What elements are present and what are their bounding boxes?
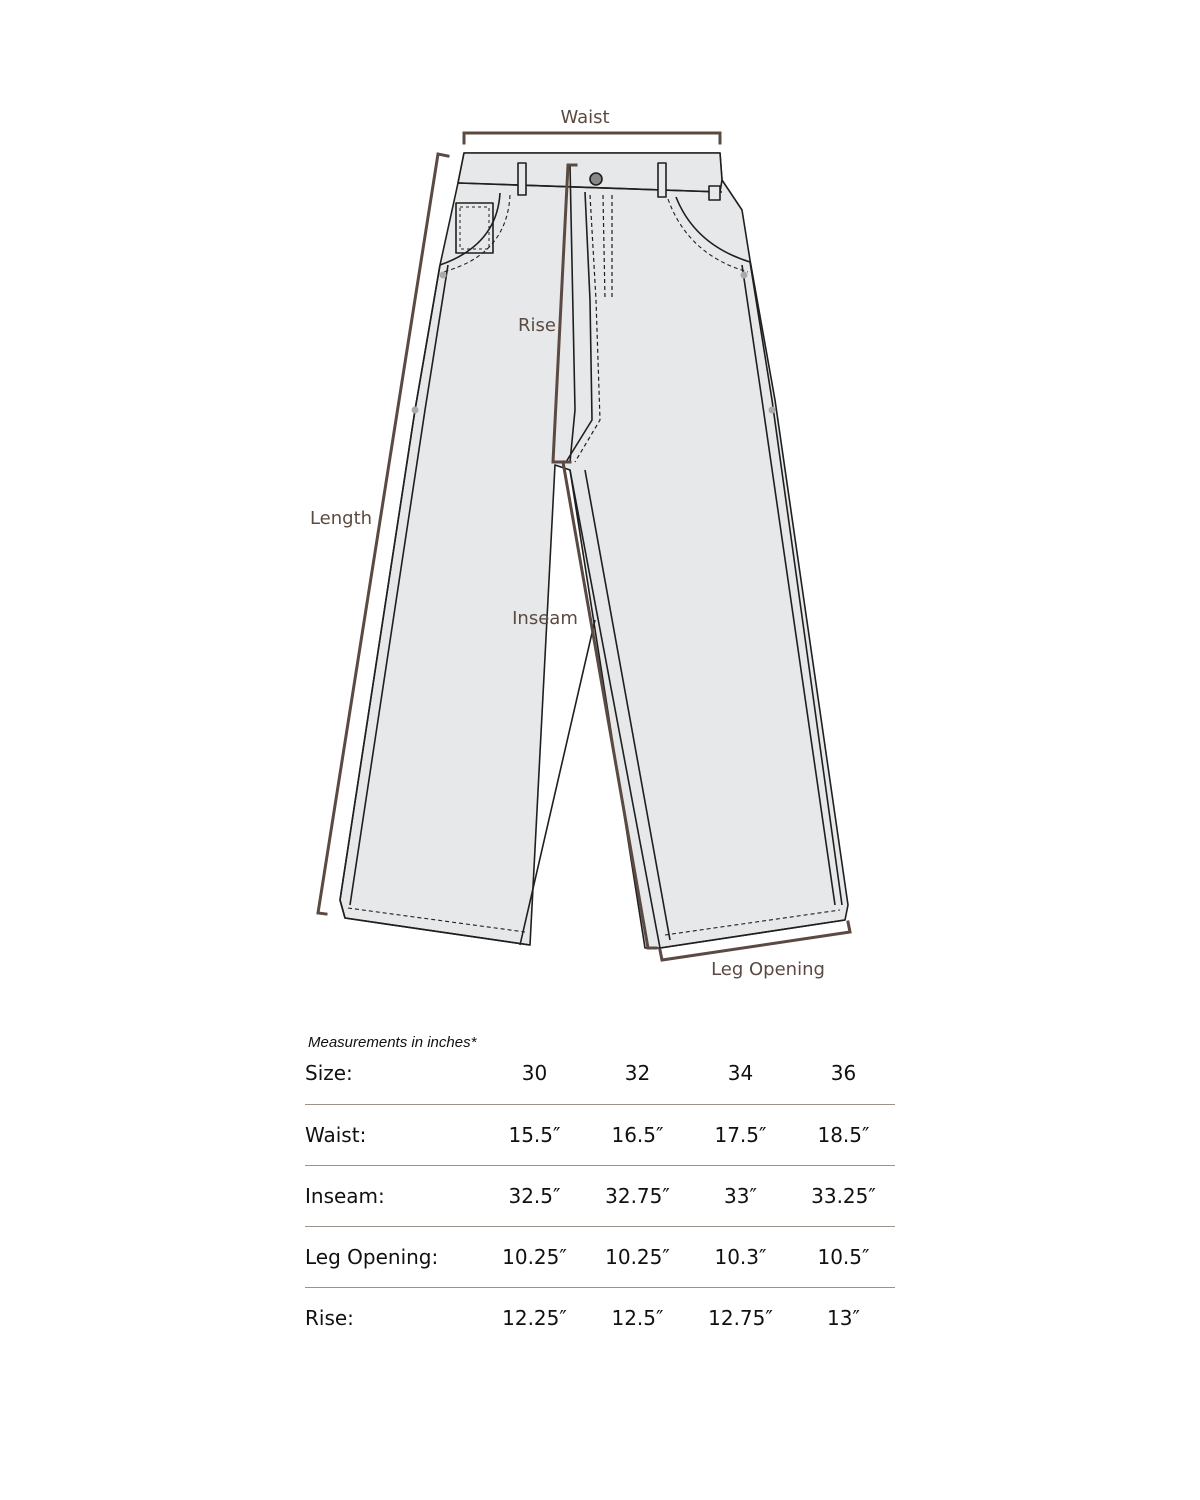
cell-value: 33″ xyxy=(689,1166,792,1227)
pants-illustration xyxy=(340,153,848,948)
rivet xyxy=(412,407,419,414)
size-32: 32 xyxy=(624,1061,651,1085)
size-36: 36 xyxy=(830,1061,857,1085)
table-row-rise xyxy=(305,1288,895,1349)
cell-value: 10.25″ xyxy=(586,1227,689,1288)
table-row-waist xyxy=(305,1105,895,1166)
cell-value: 12.5″ xyxy=(586,1288,689,1349)
length-label: Length xyxy=(309,508,373,529)
cell-value: 18.5″ xyxy=(792,1105,895,1166)
waist-dimension-line xyxy=(464,133,720,143)
size-30: 30 xyxy=(521,1061,548,1085)
size-header-row xyxy=(305,1042,895,1105)
size-table xyxy=(305,1042,895,1348)
inseam-label: Inseam xyxy=(512,608,578,629)
cell-value: 16.5″ xyxy=(586,1105,689,1166)
cell-value: 33.25″ xyxy=(792,1166,895,1227)
cell-value: 10.3″ xyxy=(689,1227,792,1288)
cell-value: 32.75″ xyxy=(586,1166,689,1227)
cell-value: 17.5″ xyxy=(689,1105,792,1166)
cell-value: 12.75″ xyxy=(689,1288,792,1349)
belt-loop xyxy=(658,163,666,197)
cell-value: 12.25″ xyxy=(483,1288,586,1349)
table-row-leg-opening xyxy=(305,1227,895,1288)
rivet xyxy=(741,272,748,279)
rivet xyxy=(769,407,776,414)
rise-label: Rise xyxy=(518,315,556,336)
measurement-note: Measurements in inches* xyxy=(308,1034,477,1051)
belt-loop xyxy=(518,163,526,195)
cell-value: 10.5″ xyxy=(792,1227,895,1288)
cell-value: 15.5″ xyxy=(483,1105,586,1166)
table-row-inseam xyxy=(305,1166,895,1227)
row-label: Leg Opening: xyxy=(305,1227,483,1288)
button xyxy=(590,173,602,185)
leg-opening-label: Leg Opening xyxy=(711,959,825,980)
cell-value: 13″ xyxy=(792,1288,895,1349)
row-label: Waist: xyxy=(305,1105,483,1166)
rivet xyxy=(440,272,447,279)
cell-value: 32.5″ xyxy=(483,1166,586,1227)
rivet-tab xyxy=(709,186,720,200)
cell-value: 10.25″ xyxy=(483,1227,586,1288)
size-header-label: Size: xyxy=(305,1061,353,1085)
size-34: 34 xyxy=(727,1061,754,1085)
row-label: Inseam: xyxy=(305,1166,483,1227)
waist-label: Waist xyxy=(560,107,610,128)
row-label: Rise: xyxy=(305,1288,483,1349)
